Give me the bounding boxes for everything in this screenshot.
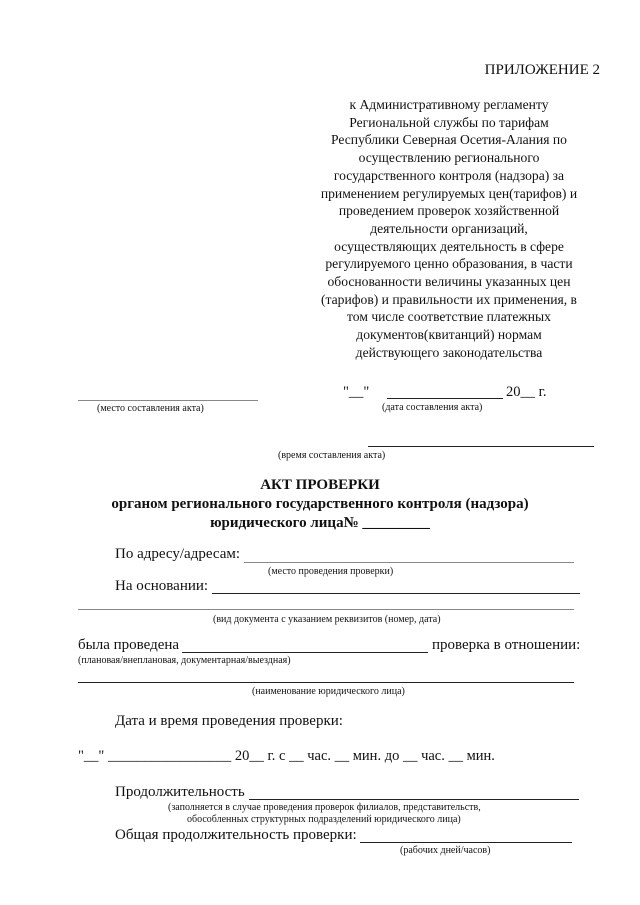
conducted-caption: (плановая/внеплановая, документарная/выездная) [78, 655, 291, 666]
address-caption: (место проведения проверки) [268, 566, 394, 577]
regulation-line: проведением проверок хозяйственной [338, 203, 560, 219]
time-input-line[interactable] [368, 446, 594, 447]
regulation-line: к Административному регламенту [349, 97, 549, 112]
date-quote [343, 384, 369, 401]
act-entity-number-line: юридического лица№ _________ [210, 515, 430, 531]
regulation-line: применением регулируемых цен(тарифов) и [320, 185, 578, 201]
duration-caption-2: обособленных структурных подразделений юридического лица) [187, 814, 461, 825]
total-duration-label: Общая продолжительность проверки: [115, 827, 357, 843]
act-subtitle-line: органом регионального государственного контроля (надзора) [111, 496, 529, 512]
regulation-line: регулируемого ценно образования, в части [325, 256, 573, 272]
regulation-line: Региональной службы по тарифам [349, 114, 549, 130]
act-title [0, 476, 640, 533]
regulation-line: Республики Северная Осетия-Алания по [331, 132, 567, 148]
act-title-line: АКТ ПРОВЕРКИ [260, 477, 380, 493]
total-duration-input-line[interactable] [360, 842, 572, 843]
quote-open: " [343, 384, 349, 400]
quote-close: " [363, 384, 370, 400]
conducted-label: была проведена [78, 637, 180, 653]
appendix-title: ПРИЛОЖЕНИЕ 2 [484, 62, 600, 78]
inspection-type-input-line[interactable] [182, 652, 428, 653]
date-caption: (дата составления акта) [382, 402, 483, 413]
datetime-label: Дата и время проведения проверки: [115, 713, 343, 729]
year-suffix: г. [535, 384, 547, 400]
regulation-line: (тарифов) и правильности их применения, в [321, 291, 577, 307]
regulation-line: обоснованности величины указанных цен [327, 274, 571, 290]
day-blank: __ [348, 384, 364, 400]
address-label: По адресу/адресам: [115, 546, 241, 562]
duration-label: Продолжительность [115, 784, 245, 800]
duration-input-line[interactable] [249, 799, 579, 800]
regulation-line: том числе соответствие платежных [347, 309, 551, 325]
datetime-line: "__" _________________ 20__ г. с __ час. __ мин. до __ час. __ мин. [78, 748, 495, 764]
basis-second-line[interactable] [78, 609, 574, 610]
basis-caption: (вид документа с указанием реквизитов (номер, дата) [213, 614, 441, 625]
date-input-line[interactable] [387, 398, 503, 399]
regulation-line: действующего законодательства [355, 344, 543, 360]
place-input-line[interactable] [78, 400, 258, 401]
conducted-right-label: проверка в отношении: [432, 637, 581, 653]
year-blank: __ [520, 384, 535, 400]
place-caption: (место составления акта) [97, 403, 204, 414]
year-prefix: 20 [506, 384, 521, 400]
time-caption: (время составления акта) [278, 450, 386, 461]
basis-input-line[interactable] [212, 593, 580, 594]
regulation-line: осуществляющих деятельность в сфере [334, 238, 564, 254]
total-duration-caption: (рабочих дней/часов) [400, 845, 491, 856]
address-input-line[interactable] [244, 562, 574, 563]
regulation-line: государственного контроля (надзора) за [333, 167, 565, 183]
entity-caption: (наименование юридического лица) [252, 686, 405, 697]
basis-label: На основании: [115, 578, 209, 594]
regulation-line: документов(квитанций) нормам [356, 327, 542, 343]
regulation-reference [296, 96, 602, 362]
entity-input-line[interactable] [78, 682, 574, 683]
regulation-line: деятельности организаций, [370, 220, 528, 236]
duration-caption-1: (заполняется в случае проведения проверок филиалов, представительств, [168, 802, 481, 813]
date-year [506, 384, 547, 401]
regulation-line: осуществлению регионального [358, 150, 540, 166]
